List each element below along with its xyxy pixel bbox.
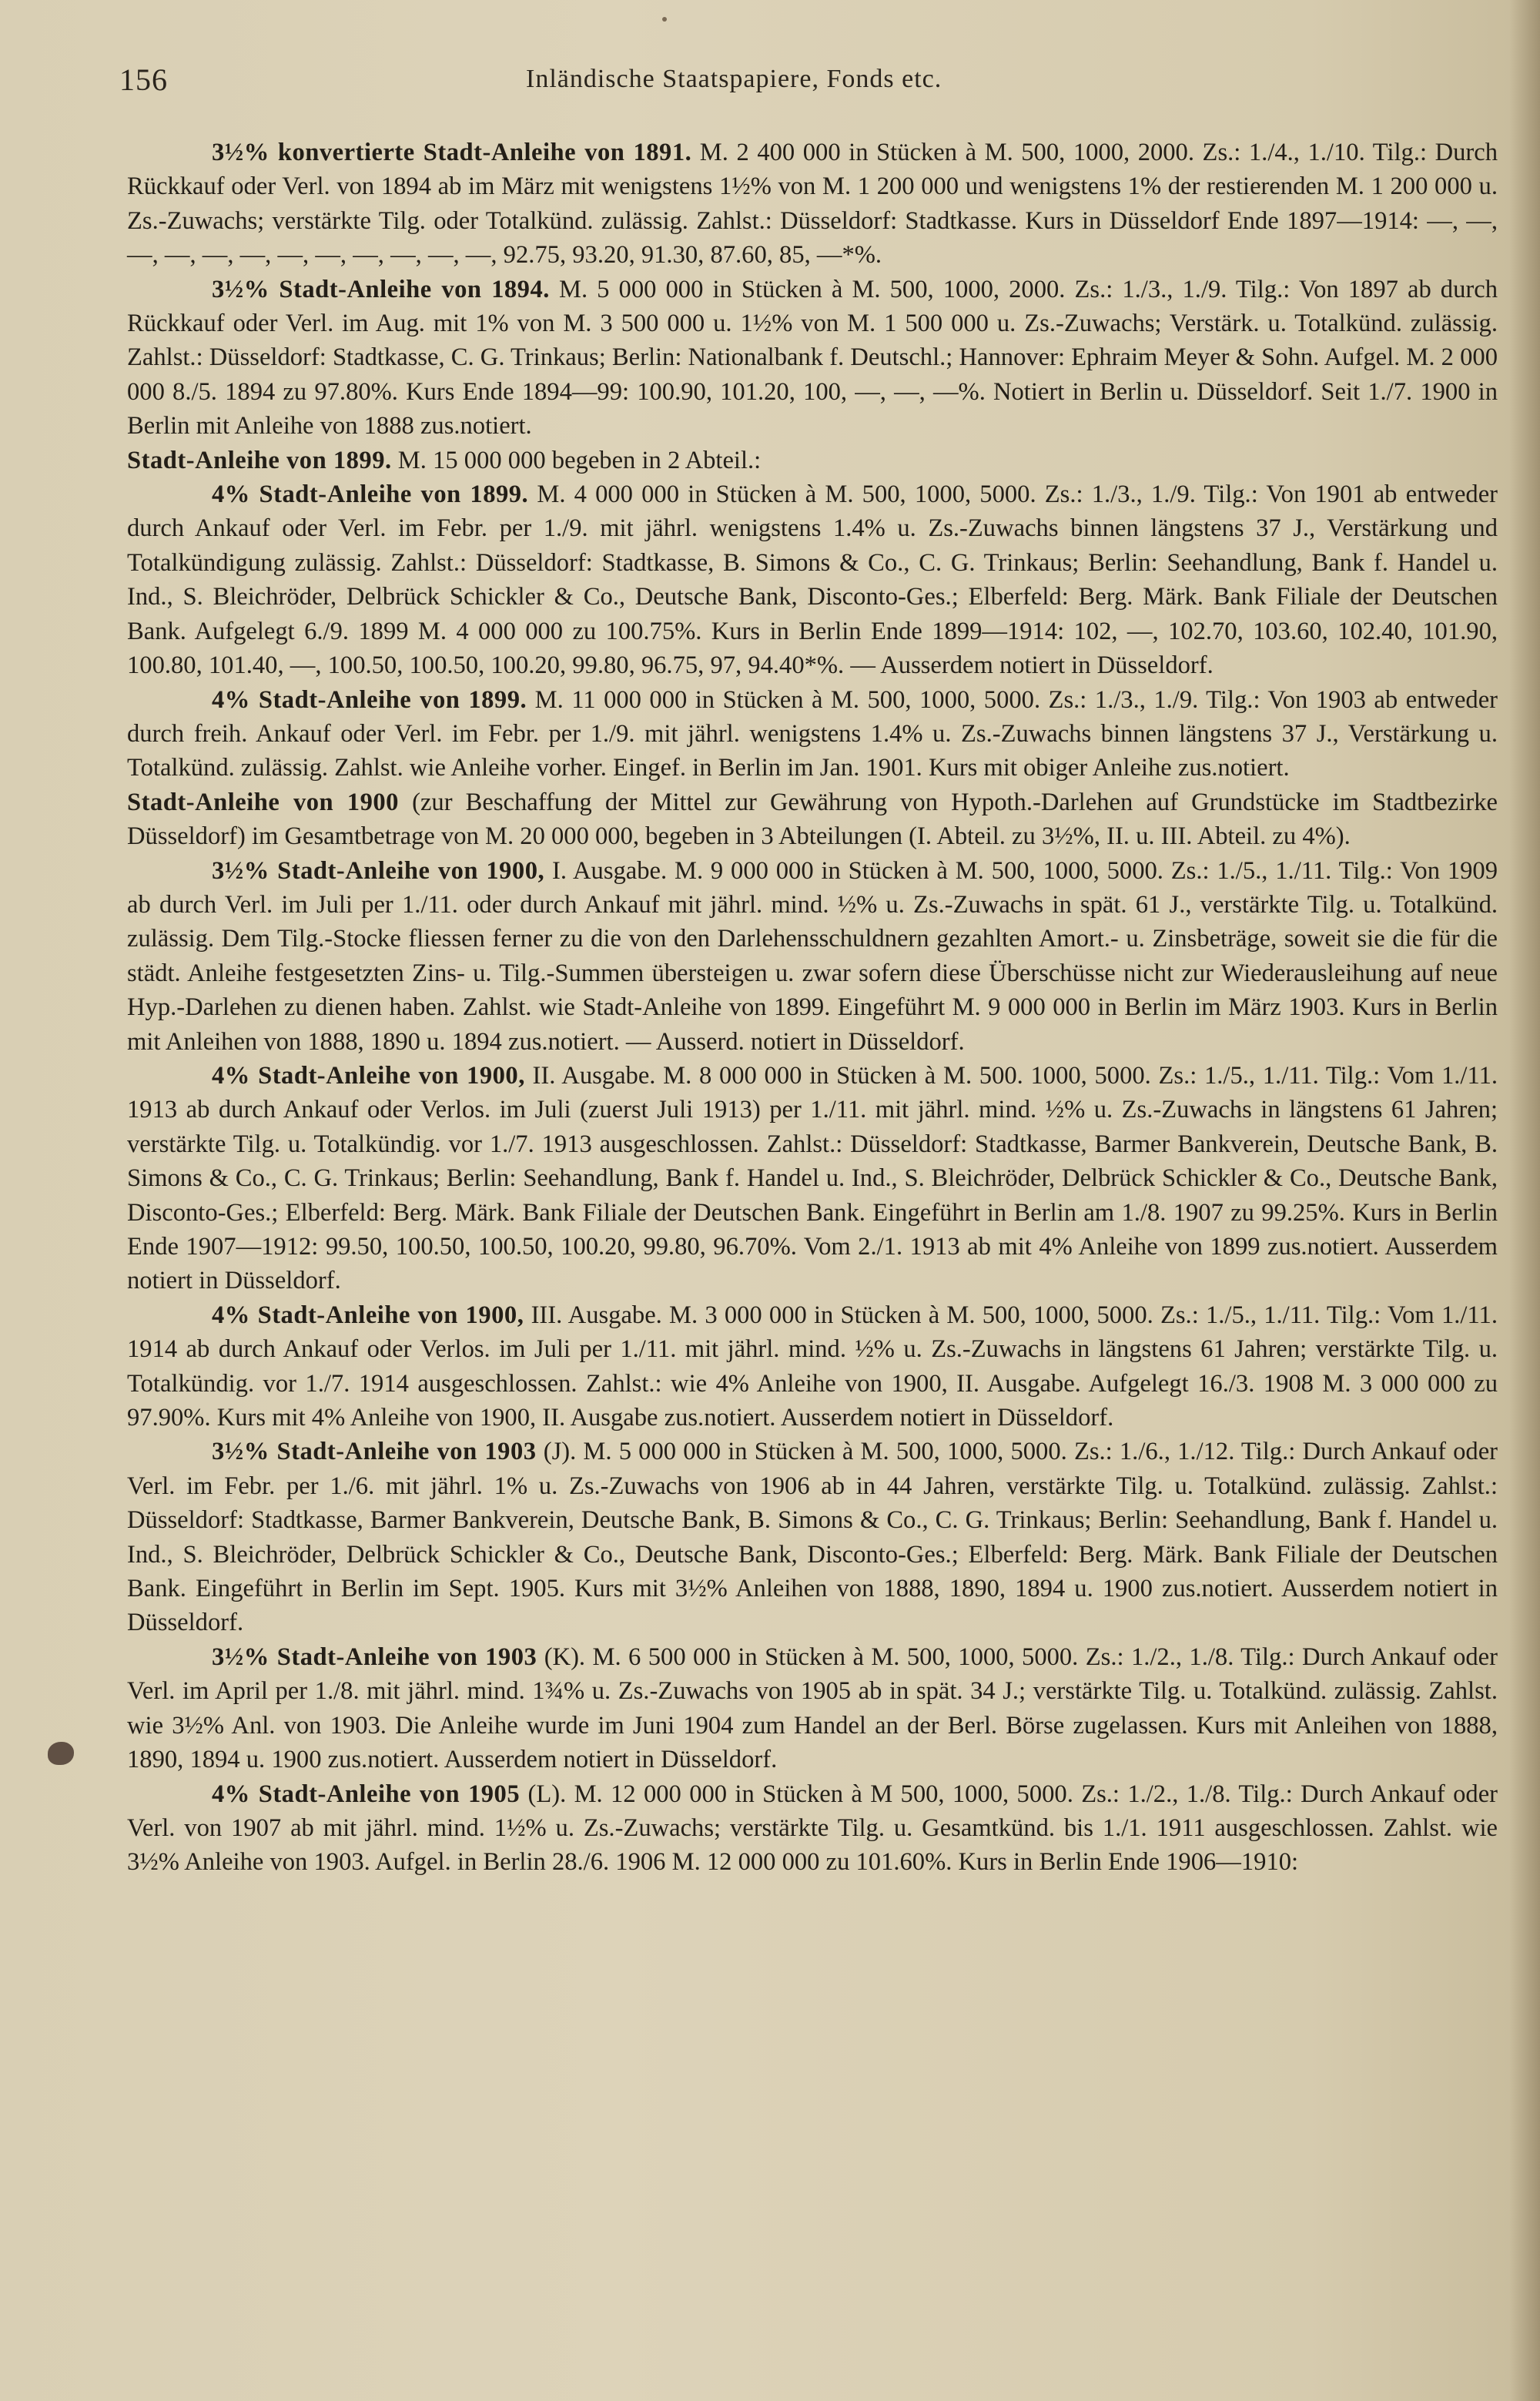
entry-1899-overview [127, 444, 1498, 477]
entry-1900-ausgabe-1 [127, 854, 1498, 1059]
entry-text: M. 4 000 000 in Stücken à M. 500, 1000, 5000. Zs.: 1./3., 1./9. Tilg.: Von 1901 ab entweder durch Ankauf oder Verl. im Febr. per 1./9. mit jährl. wenigstens 1.4% u. Zs.-Zuwachs binnen längstens 37 J., Verstärkung und Totalkündigung zulässig. Zahlst.: Düsseldorf: Stadtkasse, B. Simons & Co., C. G. Trinkaus; Berlin: Seehandlung, Bank f. Handel u. Ind., S. Bleichröder, Delbrück Schickler & Co., Deutsche Bank, Disconto-Ges.; Elberfeld: Berg. Märk. Bank Filiale der Deutschen Bank. Aufgelegt 6./9. 1899 M. 4 000 000 zu 100.75%. Kurs in Berlin Ende 1899—1914: 102, —, 102.70, 103.60, 102.40, 101.90, 100.80, 101.40, —, 100.50, 100.50, 100.20, 99.80, 96.75, 97, 94.40*%. — Ausserdem notiert in Düsseldorf. [127, 481, 1498, 680]
entry-text: M. 11 000 000 in Stücken à M. 500, 1000, 5000. Zs.: 1./3., 1./9. Tilg.: Von 1903 ab entweder durch freih. Ankauf oder Verl. im Febr. per 1./9. mit jährl. wenigstens 1.4% u. Zs.-Zuwachs binnen längstens 37 J., Verstärkung u. Totalkünd. zulässig. Zahlst. wie Anleihe vorher. Eingef. in Berlin im Jan. 1901. Kurs mit obiger Anleihe zus.notiert. [127, 685, 1498, 782]
entry-1894 [127, 273, 1498, 444]
entry-text: (J). M. 5 000 000 in Stücken à M. 500, 1000, 5000. Zs.: 1./6., 1./12. Tilg.: Durch Ankauf oder Verl. im Febr. per 1./6. mit jährl. 1% u. Zs.-Zuwachs von 1906 ab in 44 Jahren, verstärkte Tilg. u. Totalkünd. zulässig. Zahlst.: Düsseldorf: Stadtkasse, Barmer Bankverein, Deutsche Bank, B. Simons & Co., C. G. Trinkaus; Berlin: Seehandlung, Bank f. Handel u. Ind., S. Bleichröder, Delbrück Schickler & Co., Deutsche Bank, Disconto-Ges.; Elberfeld: Berg. Märk. Bank Filiale der Deutschen Bank. Eingeführt in Berlin im Sept. 1905. Kurs mit 3½% Anleihen von 1888, 1890, 1894 u. 1900 zus.notiert. Ausserdem notiert in Düsseldorf. [127, 1438, 1498, 1637]
body-text [127, 136, 1498, 1880]
entry-text: (zur Beschaffung der Mittel zur Gewährung von Hypoth.-Darlehen auf Grundstücke im Stadtbezirke Düsseldorf) im Gesamtbetrage von M. 20 000 000, begeben in 3 Abteilungen (I. Abteil. zu 3½%, II. u. III. Abteil. zu 4%). [127, 788, 1498, 851]
entry-text: M. 15 000 000 begeben in 2 Abteil.: [391, 446, 762, 474]
entry-title: 4% Stadt-Anleihe von 1899. [212, 685, 527, 714]
page-header [119, 62, 1498, 108]
entry-title: Stadt-Anleihe von 1900 [127, 788, 399, 816]
page-edge-shadow [1509, 0, 1540, 2401]
entry-1905-l [127, 1777, 1498, 1880]
entry-title: 4% Stadt-Anleihe von 1900, [212, 1301, 524, 1329]
entry-title: 3½% Stadt-Anleihe von 1900, [212, 856, 545, 885]
entry-title: 3½% Stadt-Anleihe von 1894. [212, 275, 550, 303]
entry-1900-ausgabe-3 [127, 1298, 1498, 1435]
entry-text: II. Ausgabe. M. 8 000 000 in Stücken à M. 500. 1000, 5000. Zs.: 1./5., 1./11. Tilg.: Vom 1./11. 1913 ab durch Ankauf oder Verlos. im Juli (zuerst Juli 1913) per 1./11. mit jährl. mind. ½% u. Zs.-Zuwachs in längstens 61 Jahren; verstärkte Tilg. u. Totalkündig. vor 1./7. 1913 ausgeschlossen. Zahlst.: Düsseldorf: Stadtkasse, Barmer Bankverein, Deutsche Bank, B. Simons & Co., C. G. Trinkaus; Berlin: Seehandlung, Bank f. Handel u. Ind., S. Bleichröder, Delbrück Schickler & Co., Deutsche Bank, Disconto-Ges.; Elberfeld: Berg. Märk. Bank Filiale der Deutschen Bank. Eingeführt in Berlin am 1./8. 1907 zu 99.25%. Kurs in Berlin Ende 1907—1912: 99.50, 100.50, 100.50, 100.20, 99.80, 96.70%. Vom 2./1. 1913 ab mit 4% Anleihe von 1899 zus.notiert. Ausserdem notiert in Düsseldorf. [127, 1061, 1498, 1295]
entry-1891-konvertierte [127, 136, 1498, 273]
entry-title: 3½% Stadt-Anleihe von 1903 [212, 1438, 537, 1466]
entry-title: 4% Stadt-Anleihe von 1900, [212, 1061, 525, 1090]
entry-title: 3½% konvertierte Stadt-Anleihe von 1891. [212, 139, 692, 166]
entry-1899-4pct-first [127, 477, 1498, 682]
entry-text: M. 5 000 000 in Stücken à M. 500, 1000, 2000. Zs.: 1./3., 1./9. Tilg.: Von 1897 ab durch Rückkauf oder Verl. im Aug. mit 1% von M. 3 500 000 u. 1½% von M. 1 500 000 u. Zs.-Zuwachs; Verstärk. u. Totalkünd. zulässig. Zahlst.: Düsseldorf: Stadtkasse, C. G. Trinkaus; Berlin: Nationalbank f. Deutschl.; Hannover: Ephraim Meyer & Sohn. Aufgel. M. 2 000 000 8./5. 1894 zu 97.80%. Kurs Ende 1894—99: 100.90, 101.20, 100, —, —, —%. Notiert in Berlin u. Düsseldorf. Seit 1./7. 1900 in Berlin mit Anleihe von 1888 zus.notiert. [127, 275, 1498, 440]
entry-1900-overview [127, 785, 1498, 854]
entry-title: 4% Stadt-Anleihe von 1905 [212, 1780, 521, 1808]
entry-1900-ausgabe-2 [127, 1059, 1498, 1298]
entry-1903-j [127, 1435, 1498, 1639]
entry-text: M. 2 400 000 in Stücken à M. 500, 1000, 2000. Zs.: 1./4., 1./10. Tilg.: Durch Rückkauf oder Verl. von 1894 ab im März mit wenigstens 1½% von M. 1 200 000 und wenigstens 1% der restierenden M. 1 200 000 u. Zs.-Zuwachs; verstärkte Tilg. oder Totalkünd. zulässig. Zahlst.: Düsseldorf: Stadtkasse. Kurs in Düsseldorf Ende 1897—1914: —, —, —, —, —, —, —, —, —, —, —, —, 92.75, 93.20, 91.30, 87.60, 85, —*%. [127, 139, 1498, 270]
entry-title: Stadt-Anleihe von 1899. [127, 446, 392, 474]
ink-blot [48, 1742, 74, 1765]
entry-title: 4% Stadt-Anleihe von 1899. [212, 481, 529, 509]
page-number: 156 [119, 62, 168, 97]
entry-1899-4pct-second [127, 683, 1498, 785]
ink-speck [662, 17, 667, 22]
entry-1903-k [127, 1640, 1498, 1777]
entry-text: I. Ausgabe. M. 9 000 000 in Stücken à M. 500, 1000, 5000. Zs.: 1./5., 1./11. Tilg.: Von 1909 ab durch Verl. im Juli per 1./11. oder durch Ankauf mit jährl. mind. ½% u. Zs.-Zuwachs in spät. 61 J., verstärkte Tilg. u. Totalkünd. zulässig. Dem Tilg.-Stocke fliessen ferner zu die von den Darlehensschuldnern gezahlten Amort.- u. Zinsbeträge, soweit sie die für die städt. Anleihe festgesetzten Zins- u. Tilg.-Summen übersteigen u. zwar sofern diese Überschüsse nicht zur Wiederausleihung auf neue Hyp.-Darlehen zu dienen haben. Zahlst. wie Stadt-Anleihe von 1899. Eingeführt M. 9 000 000 in Berlin im März 1903. Kurs in Berlin mit Anleihen von 1888, 1890 u. 1894 zus.notiert. — Ausserd. notiert in Düsseldorf. [127, 856, 1498, 1056]
entry-title: 3½% Stadt-Anleihe von 1903 [212, 1643, 537, 1671]
entry-text: III. Ausgabe. M. 3 000 000 in Stücken à M. 500, 1000, 5000. Zs.: 1./5., 1./11. Tilg.: Vom 1./11. 1914 ab durch Ankauf oder Verlos. im Juli per 1./11. mit jährl. mind. ½% u. Zs.-Zuwachs in längstens 61 Jahren; verstärkte Tilg. u. Totalkündig. vor 1./7. 1914 ausgeschlossen. Zahlst.: wie 4% Anleihe von 1900, II. Ausgabe. Aufgelegt 16./3. 1908 M. 3 000 000 zu 97.90%. Kurs mit 4% Anleihe von 1900, II. Ausgabe zus.notiert. Ausserdem notiert in Düsseldorf. [127, 1301, 1498, 1432]
entry-text: (L). M. 12 000 000 in Stücken à M 500, 1000, 5000. Zs.: 1./2., 1./8. Tilg.: Durch Ankauf oder Verl. von 1907 ab mit jährl. mind. 1½% u. Zs.-Zuwachs; verstärkte Tilg. u. Gesamtkünd. bis 1./1. 1911 ausgeschlossen. Zahlst. wie 3½% Anleihe von 1903. Aufgel. in Berlin 28./6. 1906 M. 12 000 000 zu 101.60%. Kurs in Berlin Ende 1906—1910: [127, 1780, 1498, 1877]
entry-text: (K). M. 6 500 000 in Stücken à M. 500, 1000, 5000. Zs.: 1./2., 1./8. Tilg.: Durch Ankauf oder Verl. im April per 1./8. mit jährl. mind. 1¾% u. Zs.-Zuwachs von 1905 ab in spät. 34 J.; verstärkte Tilg. u. Totalkünd. zulässig. Zahlst. wie 3½% Anl. von 1903. Die Anleihe wurde im Juni 1904 zum Handel an der Berl. Börse zugelassen. Kurs mit Anleihen von 1888, 1890, 1894 u. 1900 zus.notiert. Ausserdem notiert in Düsseldorf. [127, 1643, 1498, 1774]
running-title: Inländische Staatspapiere, Fonds etc. [526, 65, 942, 93]
